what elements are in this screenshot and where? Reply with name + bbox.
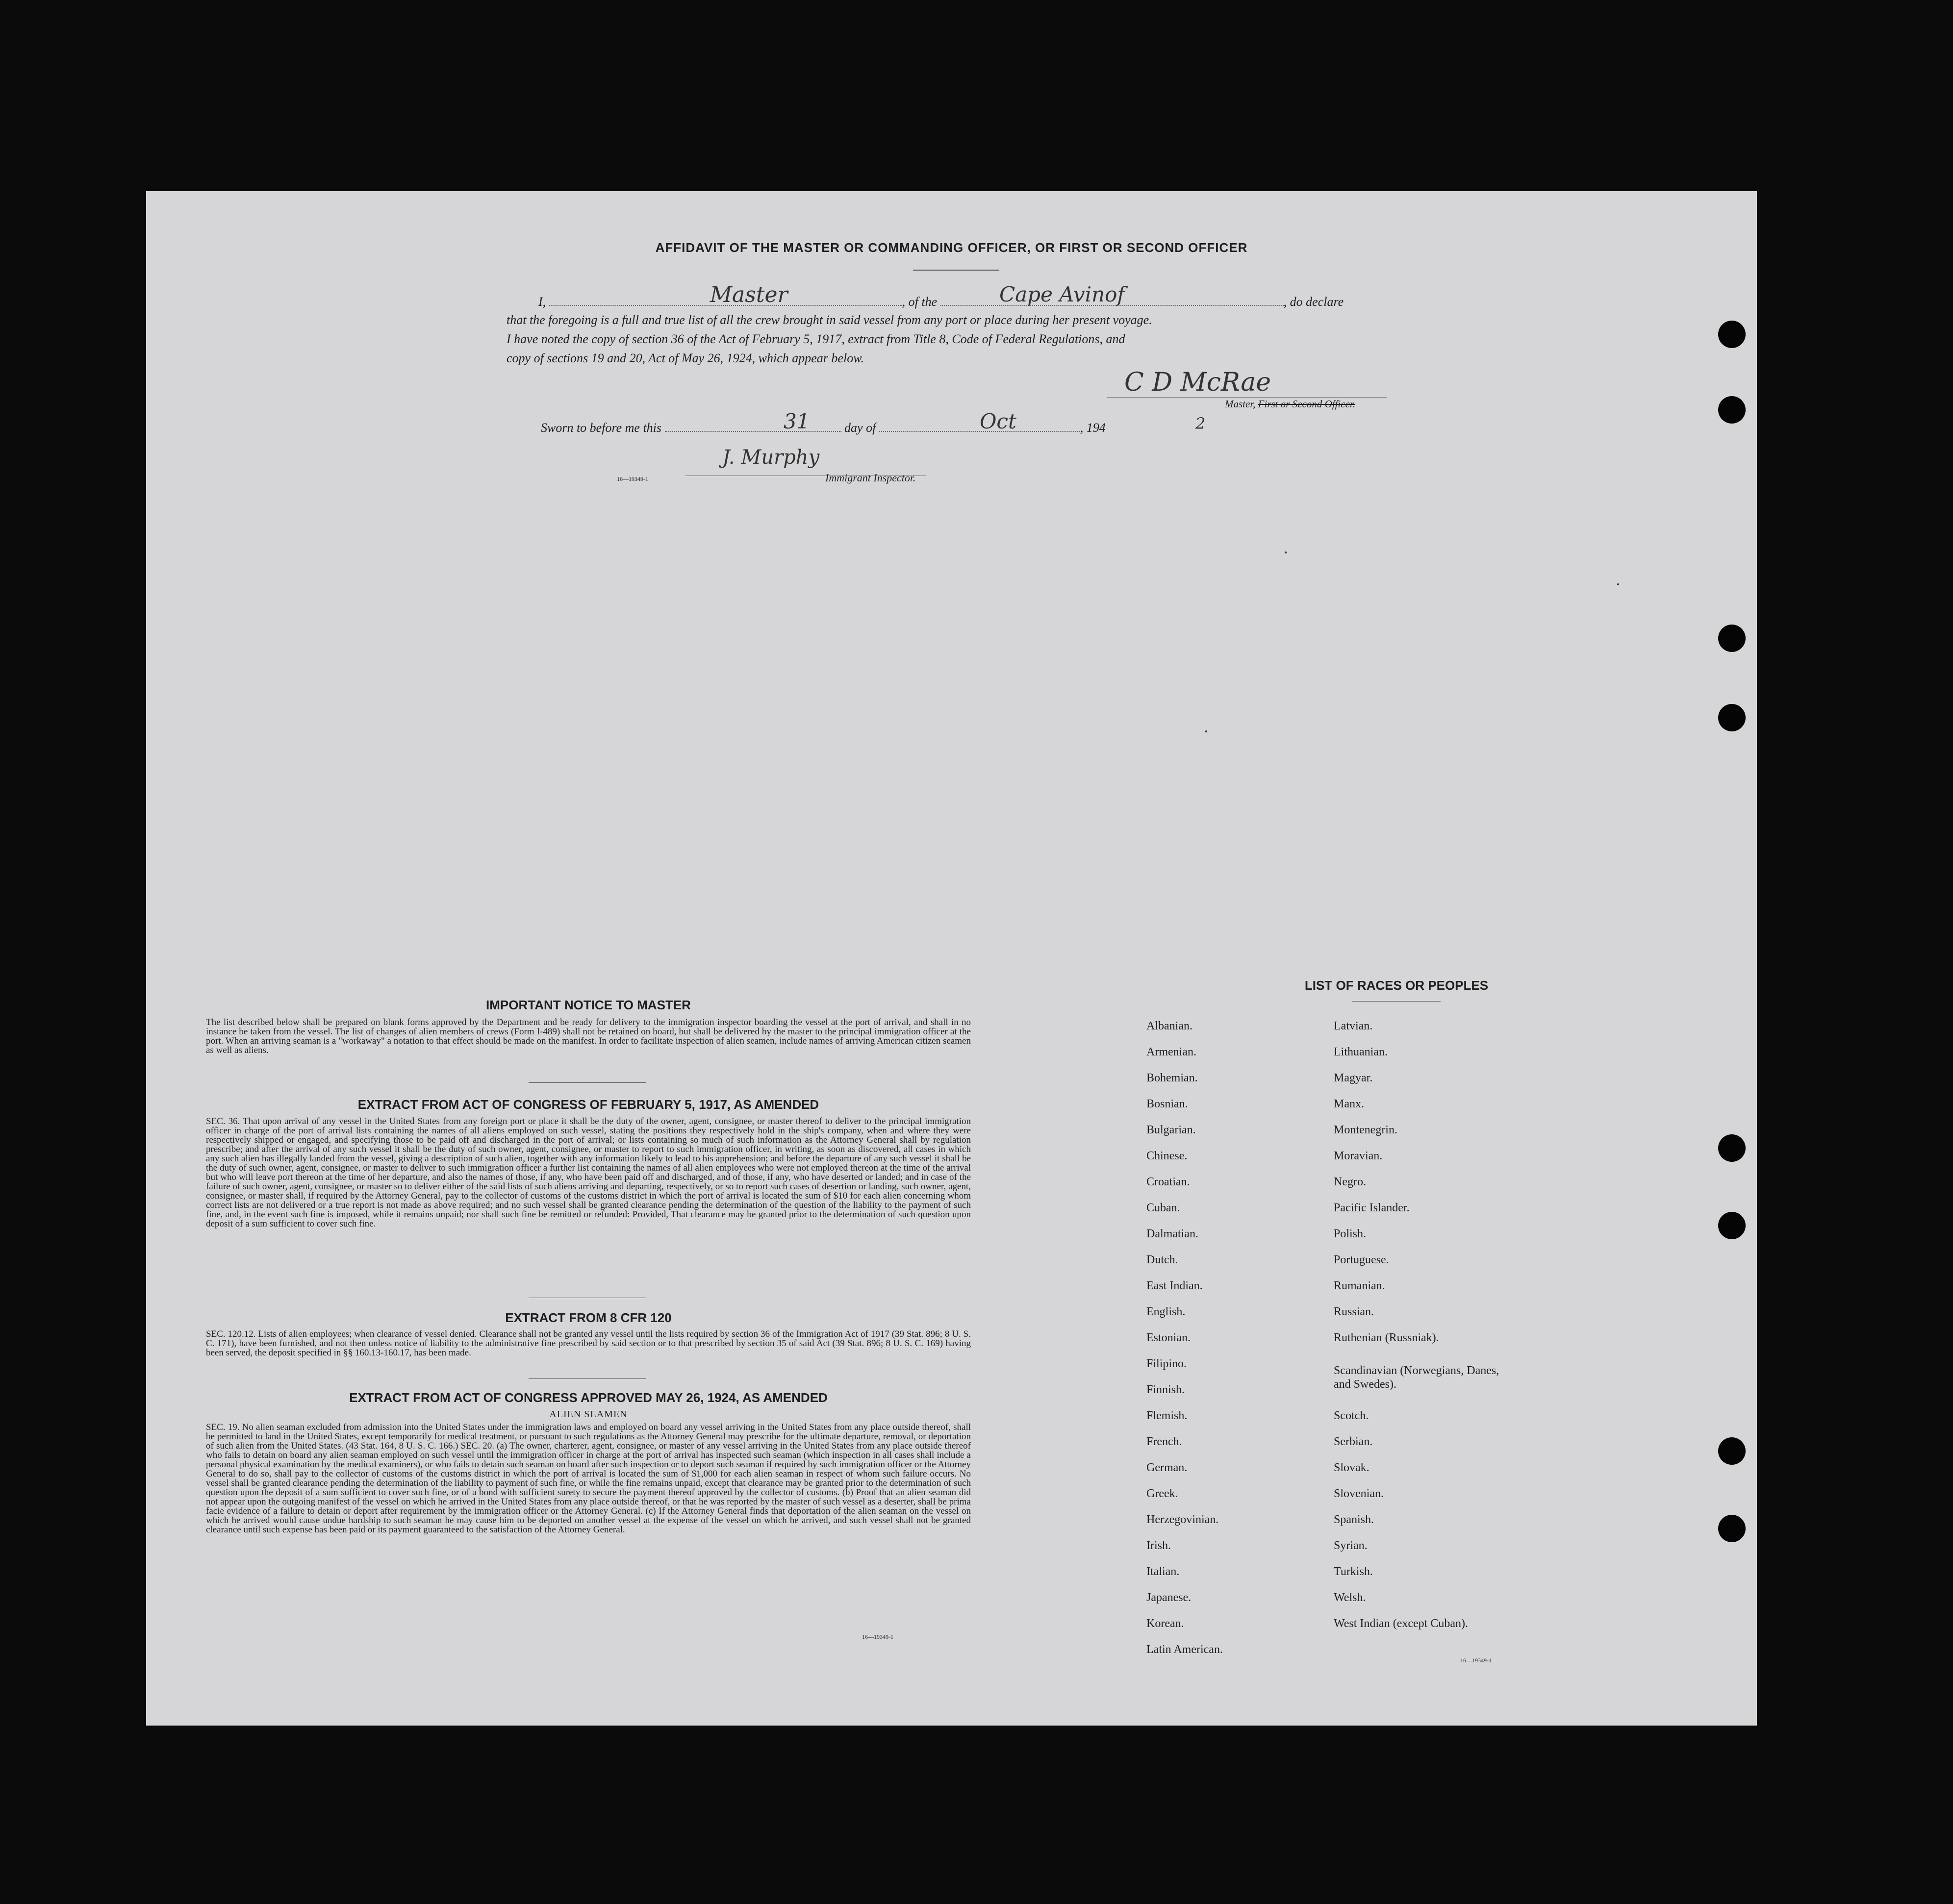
- race-item: Montenegrin.: [1334, 1124, 1397, 1136]
- sworn-line: [541, 419, 1106, 435]
- i-label: I,: [538, 295, 546, 309]
- race-item: Pacific Islander.: [1334, 1202, 1410, 1214]
- extract-1924-title: EXTRACT FROM ACT OF CONGRESS APPROVED MAY 26, 1924, AS AMENDED: [349, 1390, 828, 1405]
- binder-hole: [1718, 625, 1746, 652]
- binder-hole: [1718, 1212, 1746, 1239]
- race-item: Bohemian.: [1146, 1072, 1198, 1084]
- master-handwritten: Master: [710, 282, 788, 307]
- race-item: Italian.: [1146, 1565, 1180, 1578]
- race-item: Estonian.: [1146, 1331, 1191, 1344]
- of-the-label: , of the: [902, 295, 938, 309]
- title-rule: [913, 270, 999, 271]
- race-item: Bulgarian.: [1146, 1124, 1196, 1136]
- race-item: Negro.: [1334, 1176, 1366, 1188]
- race-item: Welsh.: [1334, 1591, 1366, 1604]
- divider-rule: [529, 1378, 646, 1379]
- race-item: German.: [1146, 1461, 1188, 1474]
- race-item: Armenian.: [1146, 1046, 1196, 1058]
- affidavit-line-2: that the foregoing is a full and true list of all the crew brought in said vessel from any port or place during her present voyage.: [507, 313, 1152, 327]
- year-prefix: , 194: [1080, 421, 1106, 435]
- extract-1917-text: SEC. 36. That upon arrival of any vessel in the United States from any foreign port or place it shall be the duty of the owner, agent, consignee, or master thereof to deliver to the principal immigration officer in charge of the port of arrival lists containing the names of all aliens employed on such vessel, stating the positions they respectively hold in the ship's company, when and where they were respectively shipped or engaged, and specifying those to be paid off and discharged in the port of arrival; or lists containing so much of such information as the Attorney General shall by regulation prescribe; and after the arrival of any such vessel it shall be the duty of such owner, agent, consignee, or master to report to such immigration officer, in writing, as soon as discovered, all cases in which any such alien has illegally landed from the vessel, giving a description of such alien, together with any information likely to lead to his apprehension; and before the departure of any such vessel it shall be the duty of such owner, agent, consignee, or master to deliver to such immigration officer a further list containing the names of all alien employees who were not employed thereon at the time of the arrival but who will leave port thereon at the time of her departure, and also the names of those, if any, who have been paid off and discharged, and of those, if any, who have deserted or landed; and in case of the failure of such owner, agent, consignee, or master so to deliver either of the said lists of such aliens arriving and departing, respectively, or so to report such cases of desertion or landing, such owner, agent, consignee, or master shall, if required by the Attorney General, pay to the collector of customs of the customs district in which the port of arrival is located the sum of $10 for each alien concerning whom correct lists are not delivered or a true report is not made as above required; and no such vessel shall be granted clearance pending the determination of the question of the liability to the payment of such fine, and, in the event such fine is imposed, while it remains unpaid; nor shall such fine be remitted or refunded: Provided, That clearance may be granted prior to the determination of such question upon deposit of a sum sufficient to cover such fine.: [206, 1116, 971, 1229]
- race-item: Korean.: [1146, 1617, 1184, 1630]
- race-item: Scandinavian (Norwegians, Danes, and Swedes).: [1334, 1364, 1499, 1391]
- race-item: Scotch.: [1334, 1409, 1369, 1422]
- speck: [1205, 730, 1207, 732]
- race-item: Russian.: [1334, 1305, 1374, 1318]
- race-item: Latvian.: [1334, 1020, 1373, 1032]
- race-item: Serbian.: [1334, 1435, 1373, 1448]
- signature-line: [1107, 397, 1387, 398]
- extract-cfr-title: EXTRACT FROM 8 CFR 120: [505, 1310, 672, 1325]
- race-item: West Indian (except Cuban).: [1334, 1617, 1468, 1630]
- race-item: East Indian.: [1146, 1279, 1203, 1292]
- race-item: French.: [1146, 1435, 1182, 1448]
- speck: [1617, 583, 1619, 585]
- race-item: Dutch.: [1146, 1253, 1178, 1266]
- races-title-rule: [1352, 1001, 1441, 1002]
- day-of-label: day of: [844, 421, 876, 435]
- master-label: Master,: [1225, 398, 1256, 410]
- race-item: English.: [1146, 1305, 1186, 1318]
- sworn-label: Sworn to before me this: [541, 421, 662, 435]
- race-item: Chinese.: [1146, 1150, 1188, 1162]
- race-item: Filipino.: [1146, 1357, 1187, 1370]
- race-item: Turkish.: [1334, 1565, 1373, 1578]
- affidavit-form-number: 16—19349-1: [617, 476, 648, 482]
- binder-hole: [1718, 1515, 1746, 1542]
- race-item: Japanese.: [1146, 1591, 1192, 1604]
- affidavit-line-3: I have noted the copy of section 36 of the Act of February 5, 1917, extract from Title 8, Code of Federal Regulations, and: [507, 332, 1125, 346]
- extract-1924-text: SEC. 19. No alien seaman excluded from admission into the United States under the immigration laws and employed on board any vessel arriving in the United States from any place outside thereof, shall be permitted to land in the United States, except temporarily for medical treatment, or pursuant to such regulations as the Attorney General may prescribe for the ultimate departure, removal, or deportation of such alien from the United States. (43 Stat. 164, 8 U. S. C. 166.) SEC. 20. (a) The owner, charterer, agent, consignee, or master of any vessel arriving in the United States from any place outside thereof who fails to detain on board any alien seaman employed on such vessel until the immigration officer in charge at the port of arrival has inspected such seaman (which inspection in all cases shall include a personal physical examination by the medical examiners), or who fails to detain such seaman on board after such inspection or to deport such seaman if required by such immigration officer or the Attorney General to do so, shall pay to the collector of customs of the customs district in which the port of arrival is located the sum of $1,000 for each alien seaman in respect of whom such failure occurs. No vessel shall be granted clearance pending the determination of the liability to payment of such fine, or while the fine remains unpaid, except that clearance may be granted prior to the determination of such question upon the deposit of a sum sufficient to cover such fine, or of a bond with sufficient surety to secure the payment thereof approved by the collector of customs. (b) Proof that an alien seaman did not appear upon the outgoing manifest of the vessel on which he arrived in the United States from any place outside thereof, or that he was reported by the master of such vessel as a deserter, shall be prima facie evidence of a failure to detain or deport after requirement by the immigration officer or the Attorney General. (c) If the Attorney General finds that deportation of the alien seaman on the vessel on which he arrived would cause undue hardship to such seaman he may cause him to be deported on another vessel at the expense of the vessel on which he arrived, and such vessel shall not be granted clearance until such expense has been paid or its payment guaranteed to the satisfaction of the Attorney General.: [206, 1422, 971, 1535]
- speck: [1285, 551, 1287, 553]
- day-blank: [665, 419, 841, 432]
- inspector-signature: J. Murphy: [722, 446, 820, 469]
- race-item: Slovenian.: [1334, 1487, 1384, 1500]
- day-handwritten: 31: [784, 409, 810, 433]
- race-item: Lithuanian.: [1334, 1046, 1388, 1058]
- race-item: Rumanian.: [1334, 1279, 1385, 1292]
- affidavit-line-4: copy of sections 19 and 20, Act of May 26, 1924, which appear below.: [507, 351, 864, 365]
- affidavit-line-1: [538, 293, 1344, 309]
- binder-hole: [1718, 396, 1746, 424]
- month-handwritten: Oct: [980, 409, 1016, 433]
- race-item: Moravian.: [1334, 1150, 1383, 1162]
- race-item: Syrian.: [1334, 1539, 1368, 1552]
- binder-hole: [1718, 321, 1746, 348]
- race-item: Slovak.: [1334, 1461, 1370, 1474]
- race-item: Bosnian.: [1146, 1098, 1188, 1110]
- binder-hole: [1718, 704, 1746, 731]
- race-item: Herzegovinian.: [1146, 1513, 1219, 1526]
- year-handwritten: 2: [1195, 414, 1206, 433]
- race-item: Greek.: [1146, 1487, 1178, 1500]
- binder-hole: [1718, 1437, 1746, 1465]
- officer-title: [1225, 398, 1355, 410]
- affidavit-title: AFFIDAVIT OF THE MASTER OR COMMANDING OFFICER, OR FIRST OR SECOND OFFICER: [655, 240, 1248, 255]
- race-item: Ruthenian (Russniak).: [1334, 1331, 1439, 1344]
- race-item: Flemish.: [1146, 1409, 1188, 1422]
- race-item: Dalmatian.: [1146, 1228, 1198, 1240]
- race-item: Cuban.: [1146, 1202, 1180, 1214]
- binder-hole: [1718, 1134, 1746, 1162]
- race-item: Magyar.: [1334, 1072, 1373, 1084]
- struck-officer-label: First or Second Officer.: [1258, 398, 1355, 410]
- race-item: Latin American.: [1146, 1643, 1223, 1656]
- race-item: Irish.: [1146, 1539, 1171, 1552]
- extract-cfr-text: SEC. 120.12. Lists of alien employees; when clearance of vessel denied. Clearance shall not be granted any vessel until the lists required by section 36 of the Immigration Act of 1917 (39 Stat. 896; 8 U. S. C. 171), have been furnished, and not then unless notice of liability to the administrative fine prescribed by said section or to that prescribed by section 35 of said Act (39 Stat. 896; 8 U. S. C. 169) having been served, the deposit specified in §§ 160.13-160.17, has been made.: [206, 1329, 971, 1358]
- do-declare-label: , do declare: [1283, 295, 1344, 309]
- race-item: Croatian.: [1146, 1176, 1190, 1188]
- race-item: Albanian.: [1146, 1020, 1192, 1032]
- vessel-name-handwritten: Cape Avinof: [999, 282, 1125, 306]
- notice-title: IMPORTANT NOTICE TO MASTER: [486, 998, 691, 1012]
- divider-rule: [529, 1082, 646, 1083]
- form-page: [146, 191, 1757, 1726]
- extract-form-number: 16—19349-1: [862, 1633, 893, 1640]
- race-item: Polish.: [1334, 1228, 1367, 1240]
- alien-seamen-subtitle: ALIEN SEAMEN: [549, 1409, 628, 1420]
- inspector-label: Immigrant Inspector.: [825, 472, 916, 484]
- races-form-number: 16—19349-1: [1460, 1657, 1492, 1664]
- race-item: Finnish.: [1146, 1383, 1185, 1396]
- race-item: Spanish.: [1334, 1513, 1374, 1526]
- race-item: Portuguese.: [1334, 1253, 1389, 1266]
- notice-text: The list described below shall be prepared on blank forms approved by the Department and be ready for delivery to the immigration inspector boarding the vessel at the port of arrival, and shall in no instance be taken from the vessel. The list of changes of alien members of crews (Form I-489) shall not be retained on board, but shall be delivered by the master to the principal immigration officer at the port. When an arriving seaman is a "workaway" a notation to that effect should be made on the manifest. In order to facilitate inspection of alien seamen, include names of arriving American citizen seamen as well as aliens.: [206, 1017, 971, 1055]
- races-title: LIST OF RACES OR PEOPLES: [1304, 978, 1489, 993]
- extract-1917-title: EXTRACT FROM ACT OF CONGRESS OF FEBRUARY 5, 1917, AS AMENDED: [357, 1097, 819, 1112]
- race-item: Manx.: [1334, 1098, 1364, 1110]
- master-signature: C D McRae: [1124, 368, 1271, 397]
